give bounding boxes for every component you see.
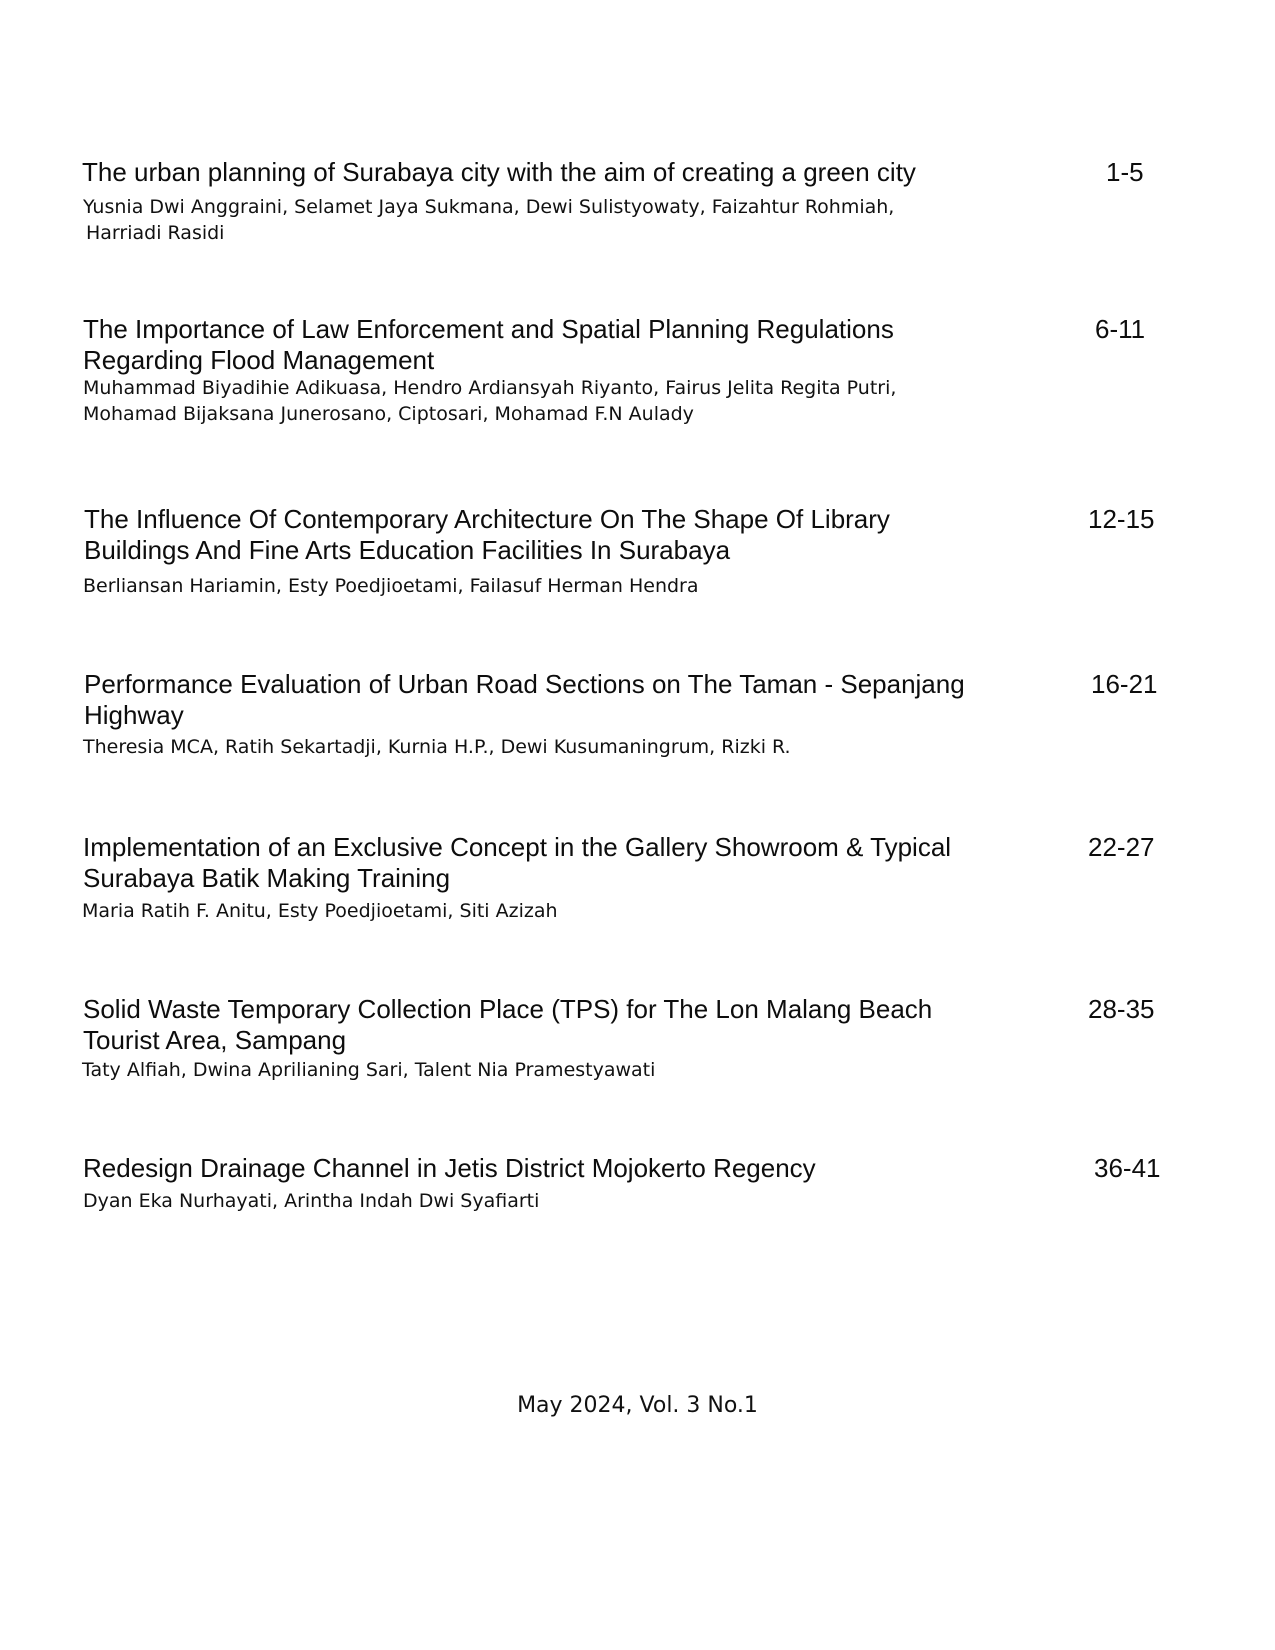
author-line: Dyan Eka Nurhayati, Arintha Indah Dwi Syafiarti [83,1190,540,1212]
title-line: Highway [84,700,184,730]
author-line: Mohamad Bijaksana Junerosano, Ciptosari, Mohamad F.N Aulady [83,403,694,425]
author-line: Yusnia Dwi Anggraini, Selamet Jaya Sukmana, Dewi Sulistyowaty, Faizahtur Rohmiah, [83,196,895,218]
article-authors [82,898,558,924]
author-line: Berliansan Hariamin, Esty Poedjioetami, Failasuf Herman Hendra [83,575,699,597]
title-line: Implementation of an Exclusive Concept in the Gallery Showroom & Typical [83,832,952,862]
article-authors [82,1057,655,1083]
article-authors [83,194,894,246]
page-range: 28-35 [1088,994,1155,1024]
title-line: The Influence Of Contemporary Architecture On The Shape Of Library [84,504,890,534]
author-line: Taty Alfiah, Dwina Aprilianing Sari, Talent Nia Pramestyawati [82,1059,656,1081]
page-range: 12-15 [1088,504,1155,534]
title-line: Regarding Flood Management [83,345,435,375]
article-title[interactable] [83,314,894,376]
title-line: The Importance of Law Enforcement and Spatial Planning Regulations [83,314,894,344]
title-line: Performance Evaluation of Urban Road Sections on The Taman - Sepanjang [84,669,965,699]
article-authors [83,734,791,760]
article-title[interactable] [83,832,951,894]
article-title[interactable] [84,669,965,731]
title-line: Buildings And Fine Arts Education Facilities In Surabaya [84,535,731,565]
author-line: Theresia MCA, Ratih Sekartadji, Kurnia H.P., Dewi Kusumaningrum, Rizki R. [83,736,791,758]
author-line: Muhammad Biyadihie Adikuasa, Hendro Ardiansyah Riyanto, Fairus Jelita Regita Putri, [83,377,897,399]
title-line: Tourist Area, Sampang [83,1025,347,1055]
article-authors [83,1188,539,1214]
author-line: Harriadi Rasidi [86,222,225,244]
page-range: 36-41 [1094,1153,1161,1183]
page-range: 22-27 [1088,832,1155,862]
page-range: 6-11 [1095,314,1146,344]
article-title[interactable] [84,504,890,566]
author-line: Maria Ratih F. Anitu, Esty Poedjioetami, Siti Azizah [82,900,558,922]
article-title[interactable] [83,1153,816,1184]
title-line: Solid Waste Temporary Collection Place (TPS) for The Lon Malang Beach [83,994,933,1024]
article-authors [83,375,896,427]
page-range: 16-21 [1091,669,1158,699]
article-title[interactable] [83,994,932,1056]
title-line: The urban planning of Surabaya city with the aim of creating a green city [82,157,916,187]
title-line: Surabaya Batik Making Training [83,863,451,893]
page-range: 1-5 [1106,157,1144,187]
article-title[interactable] [82,157,916,188]
title-line: Redesign Drainage Channel in Jetis District Mojokerto Regency [83,1153,816,1183]
issue-footer: May 2024, Vol. 3 No.1 [517,1393,758,1418]
article-authors [83,573,699,599]
